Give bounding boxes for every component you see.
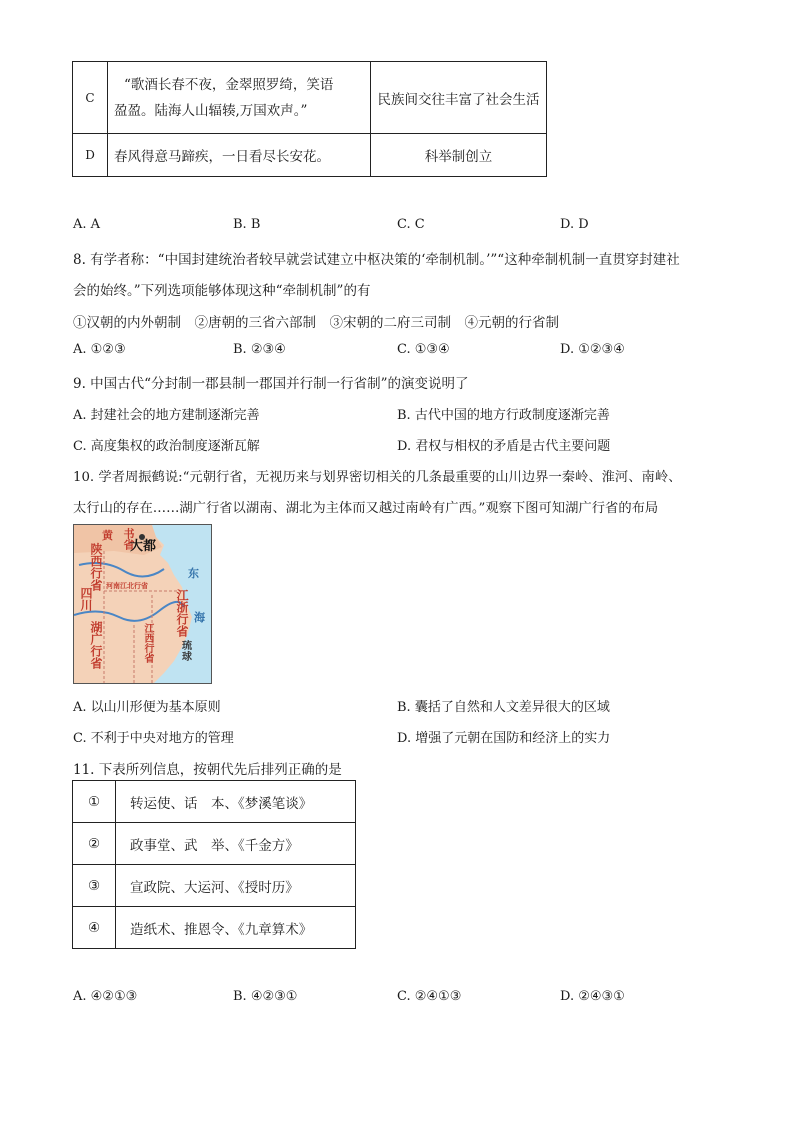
q11-row-text: 政事堂、武 举、《千金方》 <box>116 823 356 865</box>
q9-option-c[interactable]: C. 高度集权的政治制度逐渐瓦解 <box>73 439 260 454</box>
label-dadu: 大都 <box>130 539 157 554</box>
q8-stem-line1: 8. 有学者称：“中国封建统治者较早就尝试建立中枢决策的‘牵制机制。’”“这种牵制机制一直贯穿封建社 <box>73 252 680 268</box>
q11-option-b[interactable]: B. ④②③① <box>233 989 298 1004</box>
quote-cell-d: 春风得意马蹄疾，一日看尽长安花。 <box>108 134 371 177</box>
q8-option-b[interactable]: B. ②③④ <box>233 342 286 357</box>
q10-option-d[interactable]: D. 增强了元朝在国防和经济上的实力 <box>397 731 611 746</box>
q11-option-a[interactable]: A. ④②①③ <box>73 989 138 1004</box>
label-sichuan: 四川 <box>79 587 93 611</box>
q11-row-num: ④ <box>73 907 116 949</box>
q9-option-d[interactable]: D. 君权与相权的矛盾是古代主要问题 <box>397 439 611 454</box>
q10-option-b[interactable]: B. 囊括了自然和人文差异很大的区域 <box>397 700 610 715</box>
q11-stem: 11. 下表所列信息，按朝代先后排列正确的是 <box>73 762 342 778</box>
q10-stem-line1: 10. 学者周振鹤说:“元朝行省，无视历来与划界密切相关的几条最重要的山川边界一秦岭、淮河、南岭、 <box>73 470 682 485</box>
q8-stem-line3: ①汉朝的内外朝制 ②唐朝的三省六部制 ③宋朝的二府三司制 ④元朝的行省制 <box>73 315 559 331</box>
q9-stem: 9. 中国古代“分封制一郡县制一郡国并行制一行省制”的演变说明了 <box>73 376 469 392</box>
row-label-d: D <box>73 134 108 177</box>
q7-option-d[interactable]: D. D <box>560 217 589 232</box>
q9-option-b[interactable]: B. 古代中国的地方行政制度逐渐完善 <box>397 408 610 423</box>
q8-option-a[interactable]: A. ①②③ <box>73 342 126 357</box>
q11-row-text: 造纸术、推恩令、《九章算术》 <box>116 907 356 949</box>
conclusion-cell-d: 科举制创立 <box>371 134 547 177</box>
q11-row-num: ① <box>73 781 116 823</box>
q8-stem-line2: 会的始终。”下列选项能够体现这种“牵制机制”的有 <box>73 283 371 299</box>
q7-table <box>72 61 547 177</box>
label-huang: 黄 <box>102 529 113 542</box>
q8-option-c[interactable]: C. ①③④ <box>397 342 450 357</box>
quote-cell-c <box>108 62 371 134</box>
q11-row-num: ② <box>73 823 116 865</box>
q11-option-d[interactable]: D. ②④③① <box>560 989 625 1004</box>
q11-option-c[interactable]: C. ②④①③ <box>397 989 462 1004</box>
label-henan: 河南江北行省 <box>106 582 148 590</box>
q7-option-a[interactable]: A. A <box>73 217 101 232</box>
q7-option-c[interactable]: C. C <box>397 217 425 232</box>
q11-row-text: 转运使、话 本、《梦溪笔谈》 <box>116 781 356 823</box>
q9-option-a[interactable]: A. 封建社会的地方建制逐渐完善 <box>73 408 260 423</box>
label-huguang: 湖广行省 <box>89 621 103 669</box>
label-liuqiu: 琉球 <box>182 641 192 663</box>
label-shaanxi: 陕西行省 <box>89 543 103 591</box>
q11-row-text: 宣政院、大运河、《授时历》 <box>116 865 356 907</box>
yuan-provinces-map <box>73 524 212 684</box>
label-east: 东 <box>188 567 199 580</box>
q8-option-d[interactable]: D. ①②③④ <box>560 342 625 357</box>
q7-option-b[interactable]: B. B <box>233 217 261 232</box>
label-sea: 海 <box>194 611 205 624</box>
conclusion-cell-c: 民族间交往丰富了社会生活 <box>371 62 547 134</box>
label-jiangxi: 江西行省 <box>142 623 153 663</box>
q10-option-c[interactable]: C. 不利于中央对地方的管理 <box>73 731 234 746</box>
q11-row-num: ③ <box>73 865 116 907</box>
label-jiangzhe: 江浙行省 <box>175 589 189 637</box>
quote-line: 盈盈。陆海人山辐辏,万国欢声。” <box>114 102 308 119</box>
q10-option-a[interactable]: A. 以山川形便为基本原则 <box>73 700 221 715</box>
q11-table <box>72 780 356 949</box>
label-zhongshu: 书省 <box>122 528 135 550</box>
q10-stem-line2: 太行山的存在……湖广行省以湖南、湖北为主体而又越过南岭有广西。”观察下图可知湖广行省的布局 <box>73 501 659 516</box>
row-label-c: C <box>73 62 108 134</box>
quote-line: “歌酒长春不夜，金翠照罗绮，笑语 <box>124 76 334 93</box>
